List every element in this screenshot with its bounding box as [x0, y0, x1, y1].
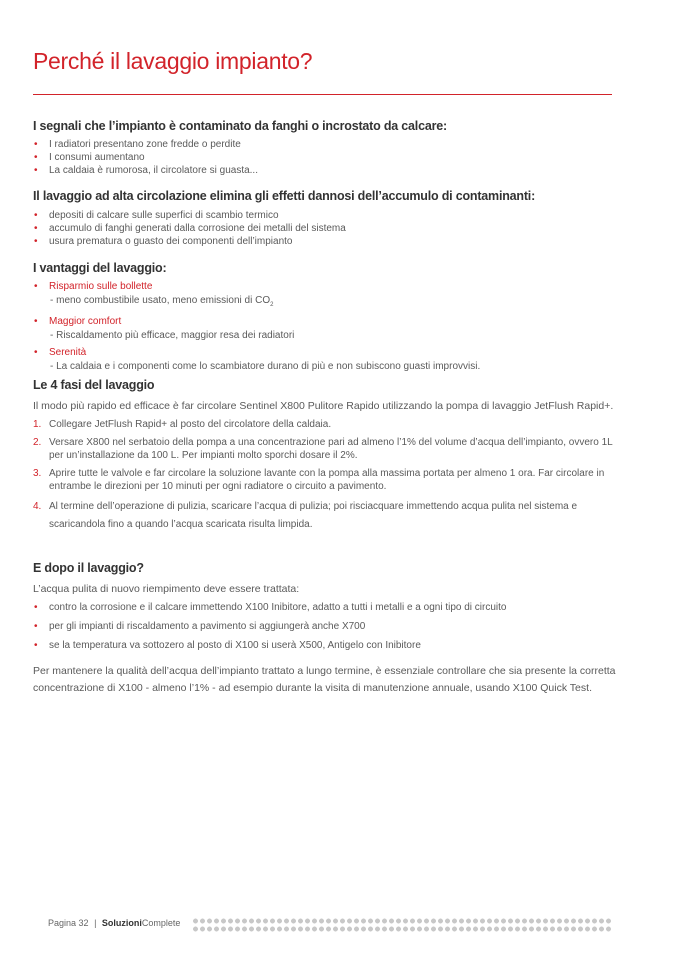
- step-item: [33, 498, 616, 534]
- subscript: 2: [270, 302, 274, 308]
- section-heading: I segnali che l’impianto è contaminato da fanghi o incrostato da calcare:: [33, 119, 447, 133]
- page-footer: [48, 918, 180, 928]
- step-item: [33, 436, 616, 462]
- step-item: [33, 467, 616, 493]
- list-item: • depositi di calcare sulle superfici di scambio termico: [33, 209, 616, 222]
- advantage-title: Maggior comfort: [49, 316, 122, 327]
- list-item: • contro la corrosione e il calcare immettendo X100 Inibitore, adatto a tutti i metalli e a ogni tipo di circuito: [33, 598, 616, 617]
- list-item: • se la temperatura va sottozero al posto di X100 si userà X500, Antigelo con Inibitore: [33, 636, 616, 655]
- section-phases: [33, 378, 616, 539]
- decorative-dots: [192, 917, 613, 933]
- section-effects: [33, 189, 616, 248]
- advantage-title: Risparmio sulle bollette: [49, 281, 153, 292]
- advantage-title: Serenità: [49, 347, 87, 358]
- step-number: 3.: [33, 468, 42, 479]
- list-item: • accumulo di fanghi generati dalla corrosione dei metalli del sistema: [33, 222, 616, 235]
- step-number: 1.: [33, 419, 42, 430]
- list-item: • usura prematura o guasto dei componenti dell’impianto: [33, 235, 616, 248]
- section-signals: [33, 119, 616, 177]
- section-heading: I vantaggi del lavaggio:: [33, 261, 167, 275]
- step-text: Al termine dell’operazione di pulizia, scaricare l’acqua di pulizia; poi risciacquare immettendo acqua pulita nel sistema e scaricandola fino a quando l’acqua scaricata risulta limpida.: [49, 501, 578, 530]
- list-item: • I consumi aumentano: [33, 151, 616, 164]
- step-text: Aprire tutte le valvole e far circolare la soluzione lavante con la pompa alla massima portata per almeno 1 ora. Far circolare in entrambe le direzioni per 10 minuti per ogni radiatore o circuito a pavimento.: [49, 468, 605, 492]
- advantage-detail: - Riscaldamento più efficace, maggior resa dei radiatori: [50, 330, 295, 341]
- page-title: Perché il lavaggio impianto?: [33, 48, 313, 74]
- advantage-detail: - La caldaia e i componenti come lo scambiatore durano di più e non subiscono guasti improvvisi.: [50, 361, 481, 372]
- brand-bold: Soluzioni: [101, 918, 142, 928]
- section-advantages: [33, 261, 616, 377]
- list-item: • La caldaia è rumorosa, il circolatore si guasta...: [33, 164, 616, 177]
- closing-paragraph: Per mantenere la qualità dell’acqua dell’impianto trattato a lungo termine, è essenziale controllare che sia presente la corretta concentrazione di X100 - almeno l’1% - ad esempio durante la visita di manutenzione annuale, usando X100 Quick Test.: [33, 665, 616, 694]
- step-text: Collegare JetFlush Rapid+ al posto del circolatore della caldaia.: [49, 419, 332, 430]
- section-heading: Le 4 fasi del lavaggio: [33, 378, 155, 392]
- list-item: • per gli impianti di riscaldamento a pavimento si aggiungerà anche X700: [33, 617, 616, 636]
- list-item: [33, 346, 616, 374]
- intro-text: L’acqua pulita di nuovo riempimento deve essere trattata:: [33, 583, 300, 595]
- list-item: [33, 280, 616, 312]
- page-number: Pagina 32: [48, 918, 89, 928]
- step-number: 4.: [33, 501, 42, 512]
- section-after: [33, 561, 616, 697]
- step-number: 2.: [33, 437, 42, 448]
- section-heading: E dopo il lavaggio?: [33, 561, 144, 575]
- section-heading: Il lavaggio ad alta circolazione elimina gli effetti dannosi dell’accumulo di contaminanti:: [33, 189, 536, 203]
- step-item: [33, 418, 616, 431]
- intro-text: Il modo più rapido ed efficace è far circolare Sentinel X800 Pulitore Rapido utilizzando la pompa di lavaggio JetFlush Rapid+.: [33, 400, 614, 412]
- brand-rest: Complete: [141, 918, 181, 928]
- list-item: • I radiatori presentano zone fredde o perdite: [33, 138, 616, 151]
- title-divider: [33, 94, 612, 95]
- step-text: Versare X800 nel serbatoio della pompa a una concentrazione pari ad almeno l’1% del volume d’acqua dell’impianto, ovvero 1L per un’installazione da 100 L. Per impianti molto sporchi dosare il 2%.: [49, 437, 613, 461]
- footer-separator: |: [94, 918, 97, 928]
- list-item: [33, 315, 616, 343]
- advantage-detail: - meno combustibile usato, meno emissioni di CO: [50, 295, 271, 306]
